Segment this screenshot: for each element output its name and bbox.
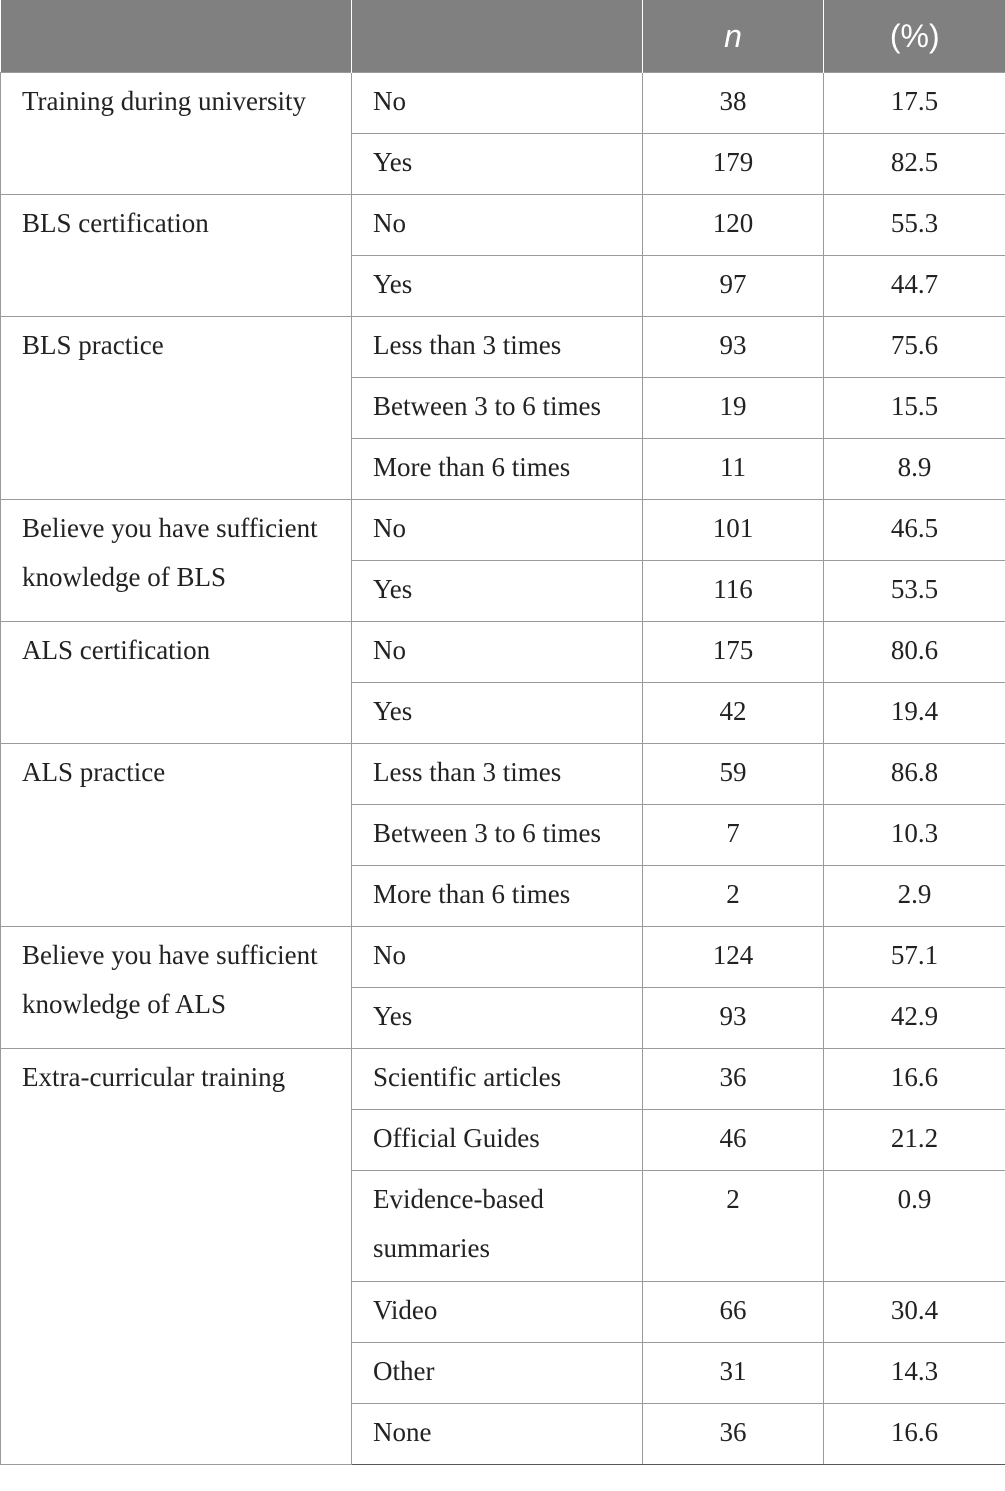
table-row [1, 195, 1005, 256]
option-cell: No [352, 500, 643, 561]
header-category [1, 0, 352, 73]
n-cell: 2 [643, 866, 824, 927]
n-cell: 101 [643, 500, 824, 561]
percent-cell: 53.5 [824, 561, 1005, 622]
option-cell: No [352, 73, 643, 134]
option-cell: Between 3 to 6 times [352, 805, 643, 866]
percent-cell: 42.9 [824, 988, 1005, 1049]
table-body [1, 73, 1005, 1465]
percent-cell: 30.4 [824, 1282, 1005, 1343]
table-row [1, 622, 1005, 683]
n-cell: 11 [643, 439, 824, 500]
percent-cell: 21.2 [824, 1110, 1005, 1171]
percent-cell: 57.1 [824, 927, 1005, 988]
n-cell: 7 [643, 805, 824, 866]
n-cell: 31 [643, 1343, 824, 1404]
option-cell: Yes [352, 561, 643, 622]
option-cell: Less than 3 times [352, 317, 643, 378]
percent-cell: 86.8 [824, 744, 1005, 805]
percent-cell: 75.6 [824, 317, 1005, 378]
group-label: Believe you have sufficient knowledge of BLS [1, 500, 352, 622]
percent-cell: 16.6 [824, 1404, 1005, 1465]
table-row [1, 500, 1005, 561]
option-cell: Yes [352, 256, 643, 317]
percent-cell: 10.3 [824, 805, 1005, 866]
option-cell: Official Guides [352, 1110, 643, 1171]
n-cell: 93 [643, 317, 824, 378]
n-cell: 97 [643, 256, 824, 317]
percent-cell: 2.9 [824, 866, 1005, 927]
n-cell: 120 [643, 195, 824, 256]
n-cell: 179 [643, 134, 824, 195]
option-cell: Video [352, 1282, 643, 1343]
option-cell: Scientific articles [352, 1049, 643, 1110]
group-label: BLS practice [1, 317, 352, 500]
n-cell: 124 [643, 927, 824, 988]
n-cell: 93 [643, 988, 824, 1049]
percent-cell: 19.4 [824, 683, 1005, 744]
option-cell: Yes [352, 988, 643, 1049]
group-label: Training during university [1, 73, 352, 195]
n-cell: 38 [643, 73, 824, 134]
group-label: Believe you have sufficient knowledge of ALS [1, 927, 352, 1049]
option-cell: Evidence-based summaries [352, 1171, 643, 1282]
option-cell: No [352, 927, 643, 988]
header-percent: (%) [824, 0, 1005, 73]
n-cell: 66 [643, 1282, 824, 1343]
header-option [352, 0, 643, 73]
table-row [1, 927, 1005, 988]
percent-cell: 16.6 [824, 1049, 1005, 1110]
header-n: n [643, 0, 824, 73]
option-cell: Yes [352, 683, 643, 744]
table-row [1, 317, 1005, 378]
n-cell: 36 [643, 1049, 824, 1110]
option-cell: More than 6 times [352, 866, 643, 927]
n-cell: 59 [643, 744, 824, 805]
n-cell: 36 [643, 1404, 824, 1465]
n-cell: 46 [643, 1110, 824, 1171]
group-label: ALS certification [1, 622, 352, 744]
percent-cell: 55.3 [824, 195, 1005, 256]
option-cell: More than 6 times [352, 439, 643, 500]
header-row [1, 0, 1005, 73]
percent-cell: 82.5 [824, 134, 1005, 195]
percent-cell: 0.9 [824, 1171, 1005, 1282]
n-cell: 116 [643, 561, 824, 622]
percent-cell: 46.5 [824, 500, 1005, 561]
n-cell: 175 [643, 622, 824, 683]
table-row [1, 73, 1005, 134]
percent-cell: 8.9 [824, 439, 1005, 500]
option-cell: Between 3 to 6 times [352, 378, 643, 439]
option-cell: Other [352, 1343, 643, 1404]
percent-cell: 17.5 [824, 73, 1005, 134]
option-cell: Yes [352, 134, 643, 195]
percent-cell: 80.6 [824, 622, 1005, 683]
group-label: BLS certification [1, 195, 352, 317]
n-cell: 2 [643, 1171, 824, 1282]
n-cell: 42 [643, 683, 824, 744]
option-cell: Less than 3 times [352, 744, 643, 805]
percent-cell: 44.7 [824, 256, 1005, 317]
table-row [1, 1049, 1005, 1110]
option-cell: No [352, 622, 643, 683]
option-cell: No [352, 195, 643, 256]
percent-cell: 15.5 [824, 378, 1005, 439]
group-label: ALS practice [1, 744, 352, 927]
table-row [1, 744, 1005, 805]
n-cell: 19 [643, 378, 824, 439]
percent-cell: 14.3 [824, 1343, 1005, 1404]
group-label: Extra-curricular training [1, 1049, 352, 1465]
option-cell: None [352, 1404, 643, 1465]
